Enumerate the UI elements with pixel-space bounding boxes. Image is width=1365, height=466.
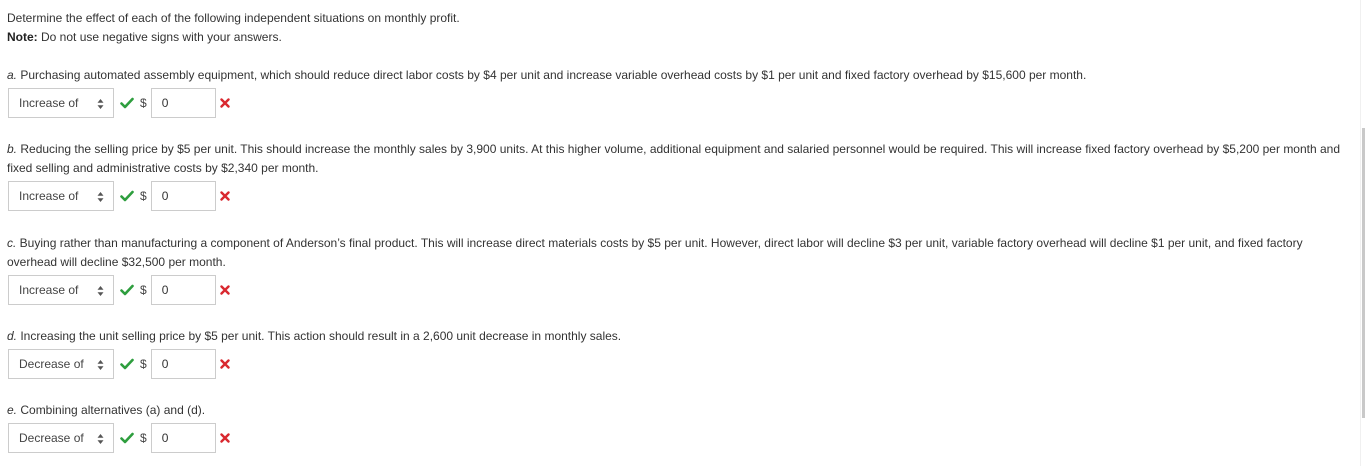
question-body: Reducing the selling price by $5 per unit. This should increase the monthly sales by 3,900 units. At this higher volume, additional equipment and salaried personnel would be required. This will increase fixed factory overhead by $5,200 per month and fixed selling and administrative costs by $2,340 per month. (7, 142, 1341, 175)
note-line (7, 28, 282, 46)
up-down-arrows-icon (97, 433, 104, 445)
question-d-text (7, 327, 1347, 346)
question-letter: d. (7, 329, 18, 343)
answer-row-e (8, 423, 230, 453)
instruction-text: Determine the effect of each of the following independent situations on monthly profit. (7, 11, 460, 25)
x-mark-icon (220, 433, 230, 443)
answer-row-b (8, 181, 230, 211)
up-down-arrows-icon (97, 98, 104, 110)
scrollbar-track (1360, 0, 1361, 466)
x-mark-icon (220, 191, 230, 201)
question-e-text (7, 401, 1347, 420)
note-label: Note: (7, 30, 38, 44)
question-body: Buying rather than manufacturing a component of Anderson’s final product. This will increase direct materials costs by $5 per unit. However, direct labor will decline $3 per unit, variable factory overhead will decline $1 per unit, and fixed factory overhead will decline $32,500 per month. (7, 236, 1303, 269)
currency-symbol: $ (140, 357, 147, 371)
question-a-text (7, 66, 1347, 85)
question-body: Purchasing automated assembly equipment, which should reduce direct labor costs by $4 per unit and increase variable overhead costs by $1 per unit and fixed factory overhead by $15,600 per month. (17, 68, 1087, 82)
currency-symbol: $ (140, 283, 147, 297)
answer-row-c (8, 275, 230, 305)
checkmark-icon (120, 432, 134, 444)
question-letter: e. (7, 403, 18, 417)
answer-row-d (8, 349, 230, 379)
currency-symbol: $ (140, 431, 147, 445)
question-b-text (7, 140, 1347, 178)
x-mark-icon (220, 98, 230, 108)
effect-select-b[interactable] (8, 181, 114, 211)
amount-input-b[interactable]: 0 (151, 181, 216, 211)
select-value: Decrease of (19, 357, 84, 371)
question-body: Increasing the unit selling price by $5 per unit. This action should result in a 2,600 unit decrease in monthly sales. (17, 329, 622, 343)
amount-input-c[interactable]: 0 (151, 275, 216, 305)
checkmark-icon (120, 190, 134, 202)
select-value: Increase of (19, 96, 79, 110)
checkmark-icon (120, 284, 134, 296)
question-c-text (7, 234, 1347, 272)
note-text: Do not use negative signs with your answers. (37, 30, 282, 44)
effect-select-a[interactable] (8, 88, 114, 118)
currency-symbol: $ (140, 96, 147, 110)
up-down-arrows-icon (97, 359, 104, 371)
effect-select-e[interactable] (8, 423, 114, 453)
answer-row-a (8, 88, 230, 118)
x-mark-icon (220, 285, 230, 295)
up-down-arrows-icon (97, 285, 104, 297)
checkmark-icon (120, 97, 134, 109)
question-letter: b. (7, 142, 18, 156)
x-mark-icon (220, 359, 230, 369)
amount-input-e[interactable]: 0 (151, 423, 216, 453)
question-letter: a. (7, 68, 18, 82)
checkmark-icon (120, 358, 134, 370)
effect-select-c[interactable] (8, 275, 114, 305)
select-value: Decrease of (19, 431, 84, 445)
amount-input-a[interactable]: 0 (151, 88, 216, 118)
currency-symbol: $ (140, 189, 147, 203)
select-value: Increase of (19, 189, 79, 203)
question-body: Combining alternatives (a) and (d). (17, 403, 206, 417)
select-value: Increase of (19, 283, 79, 297)
amount-input-d[interactable]: 0 (151, 349, 216, 379)
question-letter: c. (7, 236, 17, 250)
up-down-arrows-icon (97, 191, 104, 203)
effect-select-d[interactable] (8, 349, 114, 379)
